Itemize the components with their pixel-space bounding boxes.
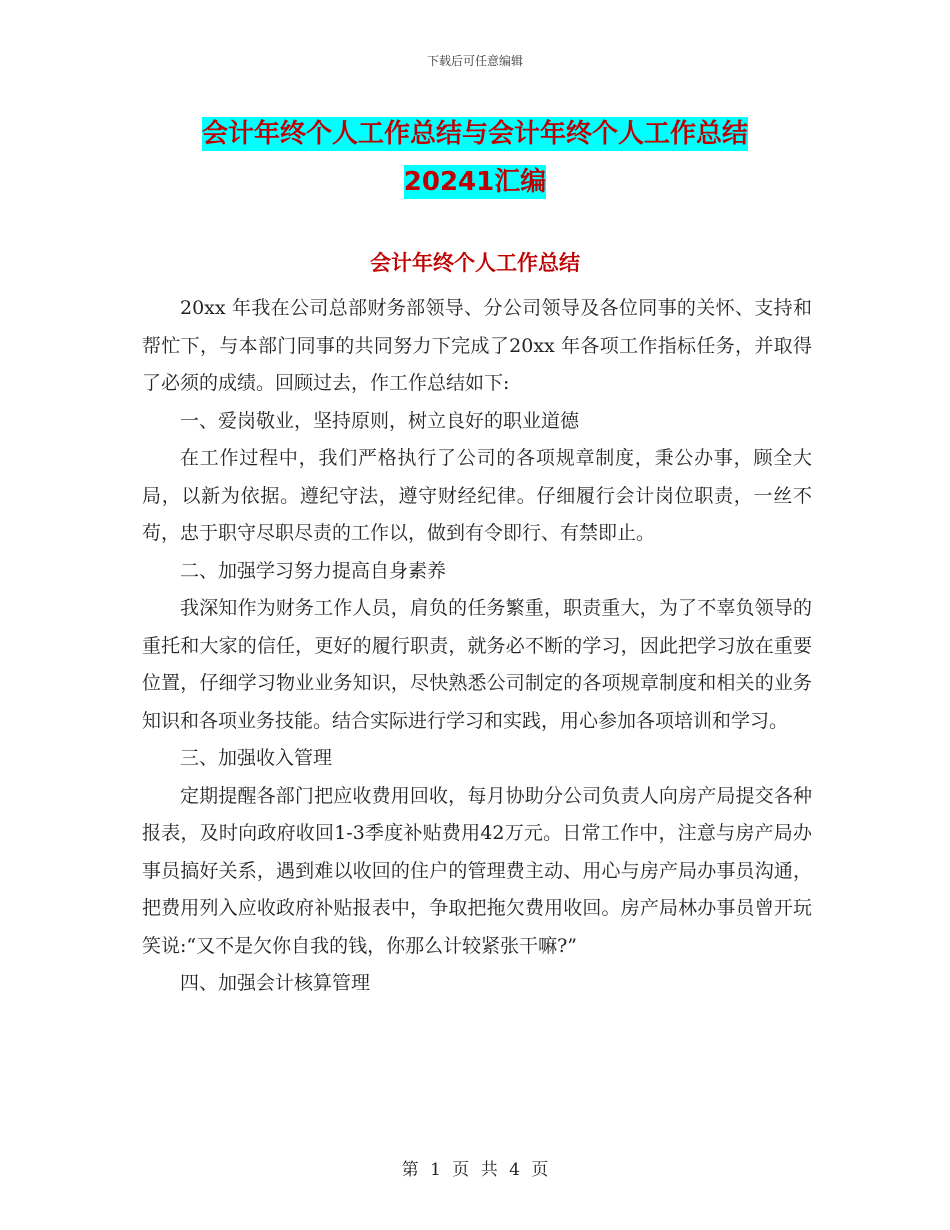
paragraph-3: 定期提醒各部门把应收费用回收，每月协助分公司负责人向房产局提交各种报表，及时向政府收回1-3季度补贴费用42万元。日常工作中，注意与房产局办事员搞好关系，遇到难以收回的住户的管理费主动、用心与房产局办事员沟通，把费用列入应收政府补贴报表中，争取把拖欠费用收回。房产局林办事员曾开玩笑说:“又不是欠你自我的钱，你那么计较紧张干嘛?” bbox=[142, 784, 812, 957]
heading-2: 二、加强学习努力提高自身素养 bbox=[180, 559, 447, 582]
heading-3: 三、加强收入管理 bbox=[180, 747, 333, 769]
title-line-2: 20241汇编 bbox=[403, 167, 547, 197]
document-body bbox=[142, 290, 812, 1003]
heading-1: 一、爱岗敬业，坚持原则，树立良好的职业道德 bbox=[180, 409, 580, 432]
paragraph-2: 我深知作为财务工作人员，肩负的任务繁重，职责重大，为了不辜负领导的重托和大家的信任，更好的履行职责，就务必不断的学习，因此把学习放在重要位置，仔细学习物业业务知识，尽快熟悉公司制定的各项规章制度和相关的业务知识和各项业务技能。结合实际进行学习和实践，用心参加各项培训和学习。 bbox=[142, 597, 812, 732]
section-title: 会计年终个人工作总结 bbox=[370, 251, 580, 275]
paragraph-intro: 20xx 年我在公司总部财务部领导、分公司领导及各位同事的关怀、支持和帮忙下，与本部门同事的共同努力下完成了20xx 年各项工作指标任务，并取得了必须的成绩。回顾过去，作工作总结如下: bbox=[142, 297, 812, 394]
document-title bbox=[0, 110, 950, 206]
page-footer: 第 1 页 共 4 页 bbox=[401, 1160, 549, 1180]
title-line-1: 会计年终个人工作总结与会计年终个人工作总结 bbox=[201, 119, 748, 149]
paragraph-1: 在工作过程中，我们严格执行了公司的各项规章制度，秉公办事，顾全大局，以新为依据。遵纪守法，遵守财经纪律。仔细履行会计岗位职责，一丝不苟，忠于职守尽职尽责的工作以，做到有令即行、有禁即止。 bbox=[142, 447, 812, 544]
heading-4: 四、加强会计核算管理 bbox=[180, 972, 371, 994]
page-header-note: 下载后可任意编辑 bbox=[426, 54, 523, 68]
